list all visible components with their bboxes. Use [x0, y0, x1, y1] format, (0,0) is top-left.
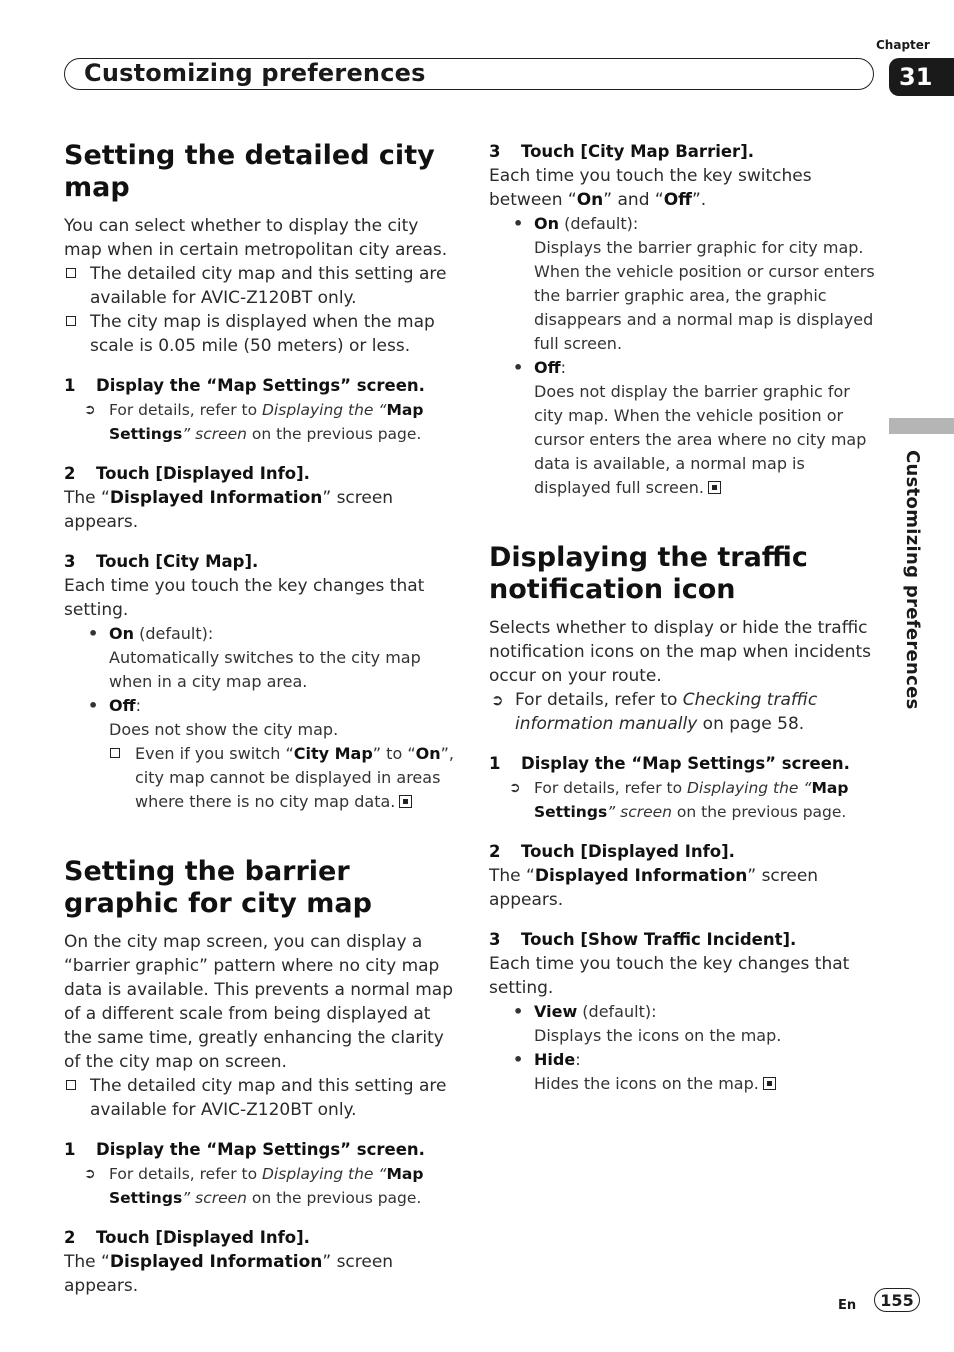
section-heading: Setting the detailed city map [64, 140, 435, 203]
step-heading: 3 Touch [City Map Barrier]. [489, 142, 754, 161]
checkbox-icon [66, 268, 76, 278]
option-description: Displays the barrier graphic for city map. When the vehicle position or cursor enters the barrier graphic area, the graphic disappears and a normal map is displayed full screen. [534, 238, 875, 353]
left-column [64, 140, 456, 1298]
section-intro: Selects whether to display or hide the traffic notification icons on the map when incidents occur on your route. [489, 618, 871, 686]
option-description: Displays the icons on the map. [534, 1026, 782, 1045]
option-item: • On (default): [489, 212, 881, 236]
option-item: • On (default): [64, 622, 456, 646]
step-result: The “Displayed Information” screen appears. [64, 1252, 394, 1296]
step-description: Each time you touch the key switches between “On” and “Off”. [489, 166, 812, 210]
side-tab-label: Customizing preferences [902, 450, 923, 710]
section-heading: Setting the barrier graphic for city map [64, 856, 372, 919]
arrow-right-icon: ➲ [509, 780, 521, 796]
option-item: • Off: [64, 694, 456, 718]
note-item: The detailed city map and this setting are available for AVIC-Z120BT only. [64, 262, 456, 310]
section-heading: Displaying the traffic notification icon [489, 542, 808, 605]
bullet-icon: • [513, 1050, 524, 1069]
option-description: Hides the icons on the map. [489, 1072, 881, 1096]
reference-note: ➲ For details, refer to Checking traffic information manually on page 58. [491, 690, 818, 734]
reference-note: ➲ For details, refer to Displaying the “Map Settings” screen on the previous page. [64, 398, 456, 446]
reference-note: ➲ For details, refer to Displaying the “Map Settings” screen on the previous page. [64, 1162, 456, 1210]
language-label: En [838, 1298, 857, 1313]
option-item: • View (default): [489, 1000, 881, 1024]
checkbox-icon [110, 748, 120, 758]
sub-note: Even if you switch “City Map” to “On”, city map cannot be displayed in areas where there is no city map data. [64, 742, 456, 814]
step-heading: 1 Display the “Map Settings” screen. [64, 1140, 425, 1159]
arrow-right-icon: ➲ [491, 691, 504, 709]
bullet-icon: • [88, 624, 99, 643]
section-intro: On the city map screen, you can display a “barrier graphic” pattern where no city map data is available. This prevents a normal map of a different scale from being displayed at the same time, greatly enhancing the clarity of the city map on screen. [64, 932, 454, 1072]
step-result: The “Displayed Information” screen appears. [489, 866, 819, 910]
note-item: The detailed city map and this setting are available for AVIC-Z120BT only. [64, 1074, 456, 1122]
step-heading: 2 Touch [Displayed Info]. [64, 464, 310, 483]
arrow-right-icon: ➲ [84, 1166, 96, 1182]
checkbox-icon [66, 316, 76, 326]
bullet-icon: • [513, 214, 524, 233]
reference-note: ➲ For details, refer to Displaying the “Map Settings” screen on the previous page. [489, 776, 881, 824]
option-description: Automatically switches to the city map when in a city map area. [109, 648, 421, 691]
section-intro: You can select whether to display the city map when in certain metropolitan city areas. [64, 216, 448, 260]
chapter-number: 31 [899, 63, 933, 91]
option-description: Does not display the barrier graphic for city map. When the vehicle position or cursor enters the area where no city map data is available, a normal map is displayed full screen. [534, 382, 867, 497]
side-tab-marker [889, 418, 954, 434]
step-heading: 1 Display the “Map Settings” screen. [64, 376, 425, 395]
end-of-section-icon [399, 795, 412, 808]
step-heading: 2 Touch [Displayed Info]. [489, 842, 735, 861]
step-description: Each time you touch the key changes that setting. [489, 954, 850, 998]
right-column [489, 140, 881, 1096]
step-heading: 3 Touch [Show Traffic Incident]. [489, 930, 797, 949]
section-header-title: Customizing preferences [84, 59, 426, 87]
option-item: • Hide: [489, 1048, 881, 1072]
chapter-label: Chapter [876, 38, 930, 52]
arrow-right-icon: ➲ [84, 402, 96, 418]
end-of-section-icon [763, 1077, 776, 1090]
step-description: Each time you touch the key changes that setting. [64, 576, 425, 620]
step-heading: 1 Display the “Map Settings” screen. [489, 754, 850, 773]
bullet-icon: • [513, 358, 524, 377]
step-heading: 3 Touch [City Map]. [64, 552, 259, 571]
step-heading: 2 Touch [Displayed Info]. [64, 1228, 310, 1247]
end-of-section-icon [708, 481, 721, 494]
bullet-icon: • [88, 696, 99, 715]
note-item: The city map is displayed when the map scale is 0.05 mile (50 meters) or less. [64, 310, 456, 358]
chapter-number-badge [889, 58, 954, 96]
option-description: Does not show the city map. [109, 720, 339, 739]
bullet-icon: • [513, 1002, 524, 1021]
page-number: 155 [874, 1288, 920, 1312]
step-result: The “Displayed Information” screen appears. [64, 488, 394, 532]
checkbox-icon [66, 1080, 76, 1090]
option-item: • Off: [489, 356, 881, 380]
